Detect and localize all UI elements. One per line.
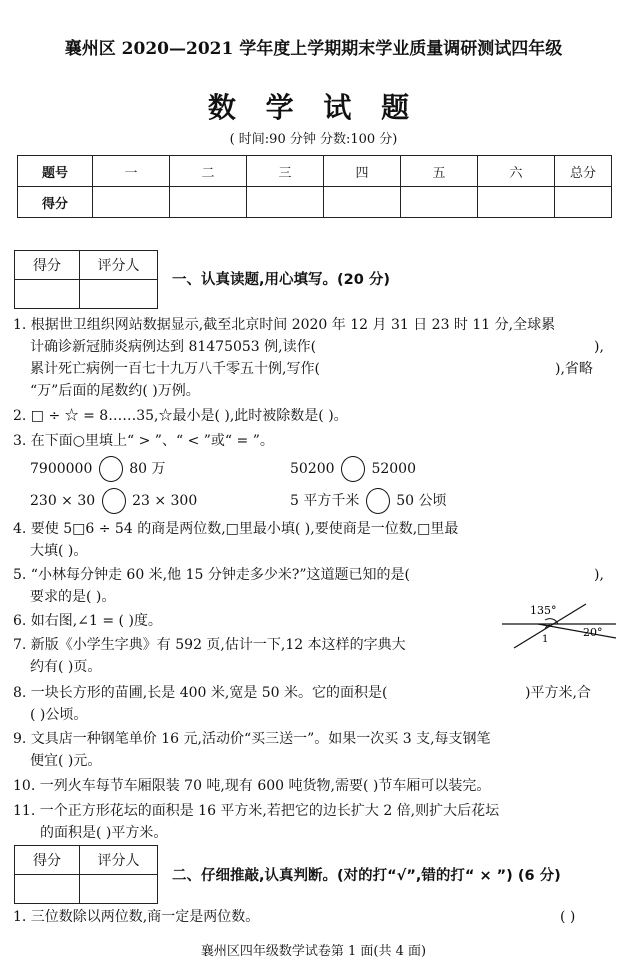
grader-label: 得分	[15, 251, 80, 280]
score-cell: 总分	[555, 156, 612, 187]
angle-label: 20°	[583, 626, 603, 639]
grader-box-1	[14, 250, 158, 309]
section-heading: 二、仔细推敲,认真判断。(对的打“√”,错的打“ × ”) (6 分)	[172, 868, 561, 884]
question-text: 11. 一个正方形花坛的面积是 16 平方米,若把它的边长扩大 2 倍,则扩大后花坛	[13, 803, 500, 819]
grader-label: 评分人	[80, 846, 158, 875]
exam-subtitle: ( 时间:90 分钟 分数:100 分)	[229, 132, 398, 147]
score-table-score-row	[18, 187, 612, 218]
compare-right: 52000	[371, 461, 416, 477]
compare-row	[30, 456, 166, 482]
score-table-header-row	[18, 156, 612, 187]
score-input-cell[interactable]	[555, 187, 612, 218]
compare-left: 50200	[290, 461, 335, 477]
compare-circle[interactable]	[102, 488, 126, 514]
question-text: 7. 新版《小学生字典》有 592 页,估计一下,12 本这样的字典大	[13, 637, 406, 653]
score-input-cell[interactable]	[401, 187, 478, 218]
score-cell: 五	[401, 156, 478, 187]
question-text: 累计死亡病例一百七十九万八千零五十例,写作(	[30, 361, 320, 377]
score-cell: 四	[324, 156, 401, 187]
angle-figure	[500, 598, 618, 654]
question-text: 10. 一列火车每节车厢限装 70 吨,现有 600 吨货物,需要( )节车厢可以装完。	[13, 778, 491, 794]
question-text: 1. 三位数除以两位数,商一定是两位数。	[13, 909, 260, 925]
compare-left: 7900000	[30, 461, 93, 477]
question-text: ),省略	[555, 361, 593, 377]
compare-row	[290, 456, 416, 482]
question-text: 5. “小林每分钟走 60 米,他 15 分钟走多少米?”这道题已知的是(	[13, 567, 410, 583]
question-text: “万”后面的尾数约( )万例。	[30, 383, 200, 399]
score-cell: 题号	[18, 156, 93, 187]
angle-label: 135°	[530, 604, 557, 617]
question-text: 便宜( )元。	[30, 753, 102, 769]
exam-header: 襄州区 2020—2021 学年度上学期期末学业质量调研测试四年级	[64, 39, 563, 59]
compare-right: 23 × 300	[132, 493, 198, 509]
question-text: 3. 在下面○里填上“ > ”、“ < ”或“ = ”。	[13, 433, 274, 449]
question-text: 9. 文具店一种钢笔单价 16 元,活动价“买三送一”。如果一次买 3 支,每支钢笔	[13, 731, 491, 747]
grader-signature-cell[interactable]	[80, 875, 158, 904]
grader-score-cell[interactable]	[15, 280, 80, 309]
grader-label: 得分	[15, 846, 80, 875]
compare-row	[30, 488, 197, 514]
question-text: 8. 一块长方形的苗圃,长是 400 米,宽是 50 米。它的面积是(	[13, 685, 388, 701]
question-text: 大填( )。	[30, 543, 88, 559]
score-table	[17, 155, 612, 218]
score-cell: 一	[93, 156, 170, 187]
score-input-cell[interactable]	[170, 187, 247, 218]
question-text: 2. □ ÷ ☆ = 8……35,☆最小是( ),此时被除数是( )。	[13, 408, 348, 424]
grader-box-2	[14, 845, 158, 904]
question-text: )平方米,合	[525, 685, 591, 701]
compare-circle[interactable]	[99, 456, 123, 482]
compare-left: 230 × 30	[30, 493, 96, 509]
question-text: ( )公顷。	[30, 707, 88, 723]
angle-label: 1	[542, 634, 549, 645]
section-heading: 一、认真读题,用心填写。(20 分)	[172, 272, 390, 288]
grader-label: 评分人	[80, 251, 158, 280]
score-cell: 二	[170, 156, 247, 187]
compare-right: 50 公顷	[396, 493, 447, 509]
compare-circle[interactable]	[366, 488, 390, 514]
score-input-cell[interactable]	[478, 187, 555, 218]
compare-circle[interactable]	[341, 456, 365, 482]
question-text: 6. 如右图,∠1 = ( )度。	[13, 613, 162, 629]
compare-row	[290, 488, 447, 514]
question-text: 1. 根据世卫组织网站数据显示,截至北京时间 2020 年 12 月 31 日 23 时 11 分,全球累	[13, 317, 556, 333]
page-footer: 襄州区四年级数学试卷第 1 面(共 4 面)	[200, 944, 427, 959]
score-input-cell[interactable]	[93, 187, 170, 218]
score-row-label: 得分	[18, 187, 93, 218]
page-title: 数 学 试 题	[207, 91, 420, 124]
score-input-cell[interactable]	[324, 187, 401, 218]
score-cell: 三	[247, 156, 324, 187]
question-text: 4. 要使 5□6 ÷ 54 的商是两位数,□里最小填( ),要使商是一位数,□里最	[13, 521, 459, 537]
question-text: 要求的是( )。	[30, 589, 116, 605]
compare-left: 5 平方千米	[290, 493, 360, 509]
grader-score-cell[interactable]	[15, 875, 80, 904]
answer-paren[interactable]: ( )	[560, 909, 576, 925]
question-text: 的面积是( )平方米。	[40, 825, 168, 841]
score-cell: 六	[478, 156, 555, 187]
grader-signature-cell[interactable]	[80, 280, 158, 309]
question-text: ),	[594, 339, 604, 355]
question-text: 计确诊新冠肺炎病例达到 81475053 例,读作(	[30, 339, 317, 355]
compare-right: 80 万	[129, 461, 166, 477]
score-input-cell[interactable]	[247, 187, 324, 218]
question-text: ),	[594, 567, 604, 583]
question-text: 约有( )页。	[30, 659, 102, 675]
